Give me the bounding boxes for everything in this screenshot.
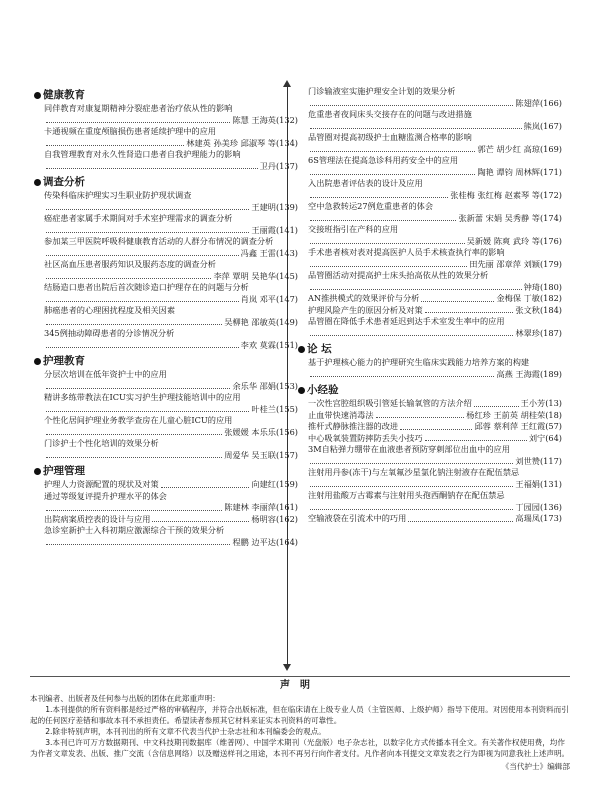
- entry-authors: 李萍 覃明 吴艳华(145): [213, 270, 298, 281]
- toc-entry[interactable]: [42, 149, 298, 172]
- entry-title: 自我管理教育对永久性肾造口患者自我护理能力的影响: [44, 149, 241, 159]
- toc-section: [306, 342, 562, 380]
- toc-entry[interactable]: [42, 190, 298, 213]
- entry-title: 门诊护士个性化培训的效果分析: [44, 438, 159, 448]
- toc-entry[interactable]: [42, 103, 298, 126]
- dot-leader: [310, 105, 513, 106]
- entry-title: 3M自粘弹力绷带在血液患者预防穿刺部位出血中的应用: [308, 444, 510, 454]
- toc-entry[interactable]: [42, 415, 298, 438]
- bullet-icon: [34, 92, 41, 99]
- dot-leader: [421, 301, 494, 302]
- toc-entry[interactable]: [306, 357, 562, 380]
- entry-authors: 金梅保 丁敏(182): [496, 293, 562, 303]
- entry-title: 空输液袋在引流术中的巧用: [308, 513, 407, 523]
- toc-entry[interactable]: [306, 178, 562, 201]
- dot-leader: [310, 486, 513, 487]
- toc-entry[interactable]: [42, 514, 298, 526]
- entry-title: 护理人力资源配置的现状及对策: [44, 479, 159, 489]
- statement-signature: 《当代护士》编辑部: [501, 762, 570, 771]
- toc-entry[interactable]: [306, 433, 562, 445]
- entry-title: 护理风险产生的原因分析及对策: [308, 304, 423, 315]
- dot-leader: [46, 510, 222, 511]
- section-heading: [298, 383, 562, 397]
- entry-authors: 陈建林 李丽萍(161): [224, 502, 298, 512]
- entry-title: 品管圈在降低手术患者延迟到达手术室发生率中的应用: [308, 316, 505, 326]
- toc-section: [306, 86, 562, 339]
- toc-entry[interactable]: [306, 293, 562, 305]
- dot-leader: [46, 324, 222, 325]
- dot-leader: [46, 411, 249, 412]
- toc-entry[interactable]: [306, 224, 562, 247]
- section-rule: [30, 676, 570, 677]
- entry-title: 交接班指引在产科的应用: [308, 224, 399, 234]
- entry-authors: 陈慧 王海英(132): [232, 114, 298, 125]
- statement-item: 2.除非特别声明，本刊刊出的所有文章不代表当代护士杂志社和本刊编委会的观点。: [45, 727, 326, 736]
- toc-entry[interactable]: [306, 490, 562, 513]
- entry-authors: 郭芒 胡少红 高琼(169): [477, 143, 562, 154]
- entry-authors: 林建英 孙美珍 邱淑琴 等(134): [186, 137, 298, 148]
- entry-authors: 王建明(139): [251, 201, 298, 212]
- toc-section: [42, 464, 298, 548]
- section-heading: [34, 354, 298, 368]
- dot-leader: [310, 266, 467, 267]
- dot-leader: [400, 429, 472, 430]
- toc-right-column: [306, 86, 562, 528]
- entry-title: 品管圈对提高初级护士血糖监测合格率的影响: [308, 132, 472, 142]
- toc-entry[interactable]: [42, 328, 298, 351]
- toc-section: [42, 354, 298, 461]
- entry-authors: 高瑞凤(173): [515, 513, 562, 523]
- toc-entry[interactable]: [306, 86, 562, 109]
- entry-title: 分层次培训在低年资护士中的应用: [44, 369, 167, 379]
- entry-authors: 张媛媛 本乐乐(156): [224, 426, 298, 437]
- entry-title: 空中急救转运27例危重患者的体会: [308, 201, 434, 211]
- section-heading: [298, 342, 562, 356]
- entry-authors: 林翠珍(187): [515, 327, 562, 338]
- toc-entry[interactable]: [42, 479, 298, 491]
- entry-authors: 卫丹(137): [259, 160, 298, 171]
- entry-title: 基于护理核心能力的护理研究生临床实践能力培养方案的构建: [308, 357, 530, 367]
- toc-entry[interactable]: [42, 369, 298, 392]
- toc-entry[interactable]: [42, 236, 298, 259]
- toc-left-column: [42, 86, 298, 551]
- section-title: 小经验: [307, 384, 339, 396]
- toc-entry[interactable]: [306, 132, 562, 155]
- entry-authors: 刘宁(64): [528, 432, 562, 443]
- entry-title: 传染科临床护理实习生职业防护现状调查: [44, 190, 192, 200]
- divider-arrow-down: [283, 664, 291, 671]
- entry-authors: 吴新媛 陈爽 武玲 等(176): [466, 235, 562, 246]
- dot-leader: [46, 347, 239, 348]
- entry-authors: 高燕 王海霞(189): [496, 368, 562, 379]
- dot-leader: [46, 145, 184, 146]
- entry-title: 肺癌患者的心理困扰程度及相关因素: [44, 305, 176, 315]
- entry-authors: 王小芳(13): [520, 398, 562, 408]
- entry-title: 止血带快速消毒法: [308, 409, 374, 420]
- entry-title: 中心吸氧装置防摔防丢失小技巧: [308, 432, 423, 443]
- entry-title: 癌症患者家属手术期间对手术室护理需求的调查分析: [44, 213, 233, 223]
- section-heading: [34, 464, 298, 478]
- dot-leader: [46, 168, 258, 169]
- dot-leader: [46, 122, 230, 123]
- toc-entry[interactable]: [42, 305, 298, 328]
- entry-authors: 向建红(159): [251, 479, 298, 489]
- toc-section: [306, 383, 562, 525]
- entry-title: 推杆式静脉推注器的改进: [308, 421, 399, 431]
- dot-leader: [376, 417, 465, 418]
- section-heading: [34, 88, 298, 102]
- section-title: 调查分析: [43, 176, 85, 188]
- entry-authors: 余乐华 邵娟(153): [232, 380, 298, 391]
- dot-leader: [161, 487, 250, 488]
- toc-entry[interactable]: [306, 109, 562, 132]
- entry-title: 参加某三甲医院呼吸科健康教育活动的人群分布情况的调查分析: [44, 236, 274, 246]
- entry-title: 入出院患者评估表的设计及应用: [308, 178, 423, 188]
- toc-section: [42, 175, 298, 351]
- entry-authors: 熊岚(167): [523, 120, 562, 131]
- entry-authors: 刘世赞(117): [515, 455, 562, 466]
- dot-leader: [474, 406, 519, 407]
- entry-authors: 丁园园(136): [515, 501, 562, 512]
- entry-title: 一次性宫腔组织吸引管延长输氧管的方法介绍: [308, 398, 472, 408]
- toc-entry[interactable]: [42, 259, 298, 282]
- statement-item: 3.本刊已许可万方数据期刊、中文科技期刊数据库（维普网）、中国学术期刊（光盘版）电子杂志社，以数字化方式传播本刊全文。有关著作权使用费，均作为作者文章发表、出版、推广交流（含信息网络）以及赠送样刊之用途，本刊不再另行向作者支付。凡作者向本刊提交文章发表之行为即视为同意我社上述声明。: [30, 738, 570, 758]
- entry-title: 结肠造口患者出院后首次随诊造口护理存在的问题与分析: [44, 282, 249, 292]
- dot-leader: [46, 255, 239, 256]
- entry-title: 品管圈活动对提高护士床头抬高依从性的效果分析: [308, 270, 489, 280]
- toc-entry[interactable]: [42, 282, 298, 305]
- section-title: 健康教育: [43, 89, 85, 101]
- dot-leader: [408, 521, 513, 522]
- dot-leader: [310, 174, 475, 175]
- toc-entry[interactable]: [42, 392, 298, 415]
- dot-leader: [425, 312, 514, 313]
- entry-title: 急诊室新护士入科初期应激源综合干预的效果分析: [44, 525, 225, 535]
- entry-title: 注射用盐酸万古霉素与注射用头孢西酮钠存在配伍禁忌: [308, 490, 505, 500]
- dot-leader: [310, 335, 513, 336]
- entry-authors: 程鹏 边平达(164): [232, 536, 298, 547]
- statement-intro: 本刊编者、出版者及任何参与出版的团体在此郑重声明：: [30, 694, 220, 703]
- toc-entry[interactable]: [42, 213, 298, 236]
- dot-leader: [310, 509, 513, 510]
- dot-leader: [46, 457, 222, 458]
- entry-authors: 吴柳艳 邵敏英(149): [224, 316, 298, 327]
- toc-entry[interactable]: [306, 201, 562, 224]
- bullet-icon: [298, 387, 305, 394]
- dot-leader: [46, 301, 239, 302]
- entry-authors: 叶桂兰(155): [251, 403, 298, 414]
- entry-title: 同伴教育对康复期精神分裂症患者治疗依从性的影响: [44, 103, 233, 113]
- dot-leader: [46, 232, 249, 233]
- toc-entry[interactable]: [306, 155, 562, 178]
- dot-leader: [425, 440, 527, 441]
- dot-leader: [310, 376, 494, 377]
- entry-authors: 王福娟(131): [515, 478, 562, 489]
- entry-title: 社区高血压患者服药知识及服药态度的调查分析: [44, 259, 216, 269]
- section-title: 护理教育: [43, 355, 85, 367]
- entry-authors: 陈翅萍(166): [515, 97, 562, 108]
- entry-authors: 田先丽 邵章萍 刘颖(179): [469, 258, 562, 269]
- entry-title: 精讲多练带教法在ICU实习护生护理技能培训中的应用: [44, 392, 241, 402]
- dot-leader: [46, 388, 230, 389]
- entry-authors: 周爱华 吴玉联(157): [224, 449, 298, 460]
- dot-leader: [152, 521, 249, 522]
- entry-authors: 邱蓉 蔡利萍 王红霞(57): [474, 421, 562, 431]
- entry-title: 门诊输液室实施护理安全计划的效果分析: [308, 86, 456, 96]
- section-title: 论 坛: [307, 343, 332, 355]
- dot-leader: [310, 289, 522, 290]
- dot-leader: [310, 463, 513, 464]
- entry-authors: 肖岚 邓平(147): [240, 293, 298, 304]
- dot-leader: [310, 197, 448, 198]
- entry-title: 危重患者夜间床头交接存在的问题与改进措施: [308, 109, 472, 119]
- entry-authors: 杨红珍 王前英 胡桂荣(18): [466, 409, 562, 420]
- entry-title: 卡通视频在重度颅脑损伤患者延续护理中的应用: [44, 126, 216, 136]
- toc-entry[interactable]: [306, 398, 562, 410]
- entry-authors: 陶艳 谭钧 周林辉(171): [477, 166, 562, 177]
- entry-authors: 冯鑫 王雷(143): [240, 247, 298, 258]
- toc-entry[interactable]: [306, 421, 562, 433]
- toc-entry[interactable]: [306, 305, 562, 317]
- entry-title: AN推拱模式的效果评价与分析: [308, 293, 420, 303]
- statement-box: [30, 680, 570, 772]
- entry-authors: 李欢 莫霖(151): [240, 339, 298, 350]
- entry-authors: 钟琦(180): [523, 281, 562, 292]
- toc-entry[interactable]: [306, 513, 562, 525]
- dot-leader: [310, 128, 522, 129]
- statement-title: 声明: [280, 680, 320, 691]
- entry-title: 注射用丹参(冻干)与左氧氟沙星氯化钠注射液存在配伍禁忌: [308, 467, 520, 477]
- bullet-icon: [34, 468, 41, 475]
- statement-item: 1.本刊提供的所有资料都是经过严格的审稿程序，并符合出版标准，但在临床请在上级专业人员（主管医师、上级护师）指导下使用。对因使用本刊资料而引起的任何医疗差错和事故本刊不承担责任。希望读者参照其它材料来证实本刊资料的可靠性。: [30, 705, 569, 725]
- toc-entry[interactable]: [42, 525, 298, 548]
- dot-leader: [310, 220, 456, 221]
- toc-entry[interactable]: [306, 410, 562, 422]
- dot-leader: [46, 278, 211, 279]
- dot-leader: [46, 434, 222, 435]
- bullet-icon: [34, 358, 41, 365]
- entry-title: 345例抽动障碍患者的分诊情况分析: [44, 328, 175, 338]
- toc-entry[interactable]: [306, 270, 562, 293]
- toc-section: [42, 88, 298, 172]
- entry-title: 6S管理法在提高急诊科用药安全中的应用: [308, 155, 459, 165]
- entry-authors: 张文秋(184): [515, 304, 562, 315]
- entry-authors: 杨明容(162): [251, 513, 298, 524]
- entry-authors: 张新蕾 宋娟 吴秀静 等(174): [458, 212, 562, 223]
- toc-entry[interactable]: [306, 247, 562, 270]
- toc-entry[interactable]: [42, 438, 298, 461]
- section-title: 护理管理: [43, 465, 85, 477]
- toc-entry[interactable]: [42, 491, 298, 514]
- toc-entry[interactable]: [306, 444, 562, 467]
- dot-leader: [46, 544, 230, 545]
- entry-title: 通过等级复评提升护理水平的体会: [44, 490, 167, 501]
- bullet-icon: [34, 179, 41, 186]
- entry-authors: 张桂梅 张红梅 赵素琴 等(172): [450, 189, 562, 200]
- toc-entry[interactable]: [42, 126, 298, 149]
- toc-entry[interactable]: [306, 316, 562, 339]
- dot-leader: [310, 243, 465, 244]
- toc-entry[interactable]: [306, 467, 562, 490]
- entry-title: 出院病案质控表的设计与应用: [44, 513, 151, 524]
- dot-leader: [46, 209, 249, 210]
- entry-title: 手术患者核对表对提高医护人员手术核查执行率的影响: [308, 247, 505, 257]
- section-heading: [34, 175, 298, 189]
- bullet-icon: [298, 346, 305, 353]
- dot-leader: [310, 151, 475, 152]
- entry-authors: 王丽霞(141): [251, 224, 298, 235]
- entry-title: 个性化居间护理业务教学查房在儿童心脏ICU的应用: [44, 415, 233, 425]
